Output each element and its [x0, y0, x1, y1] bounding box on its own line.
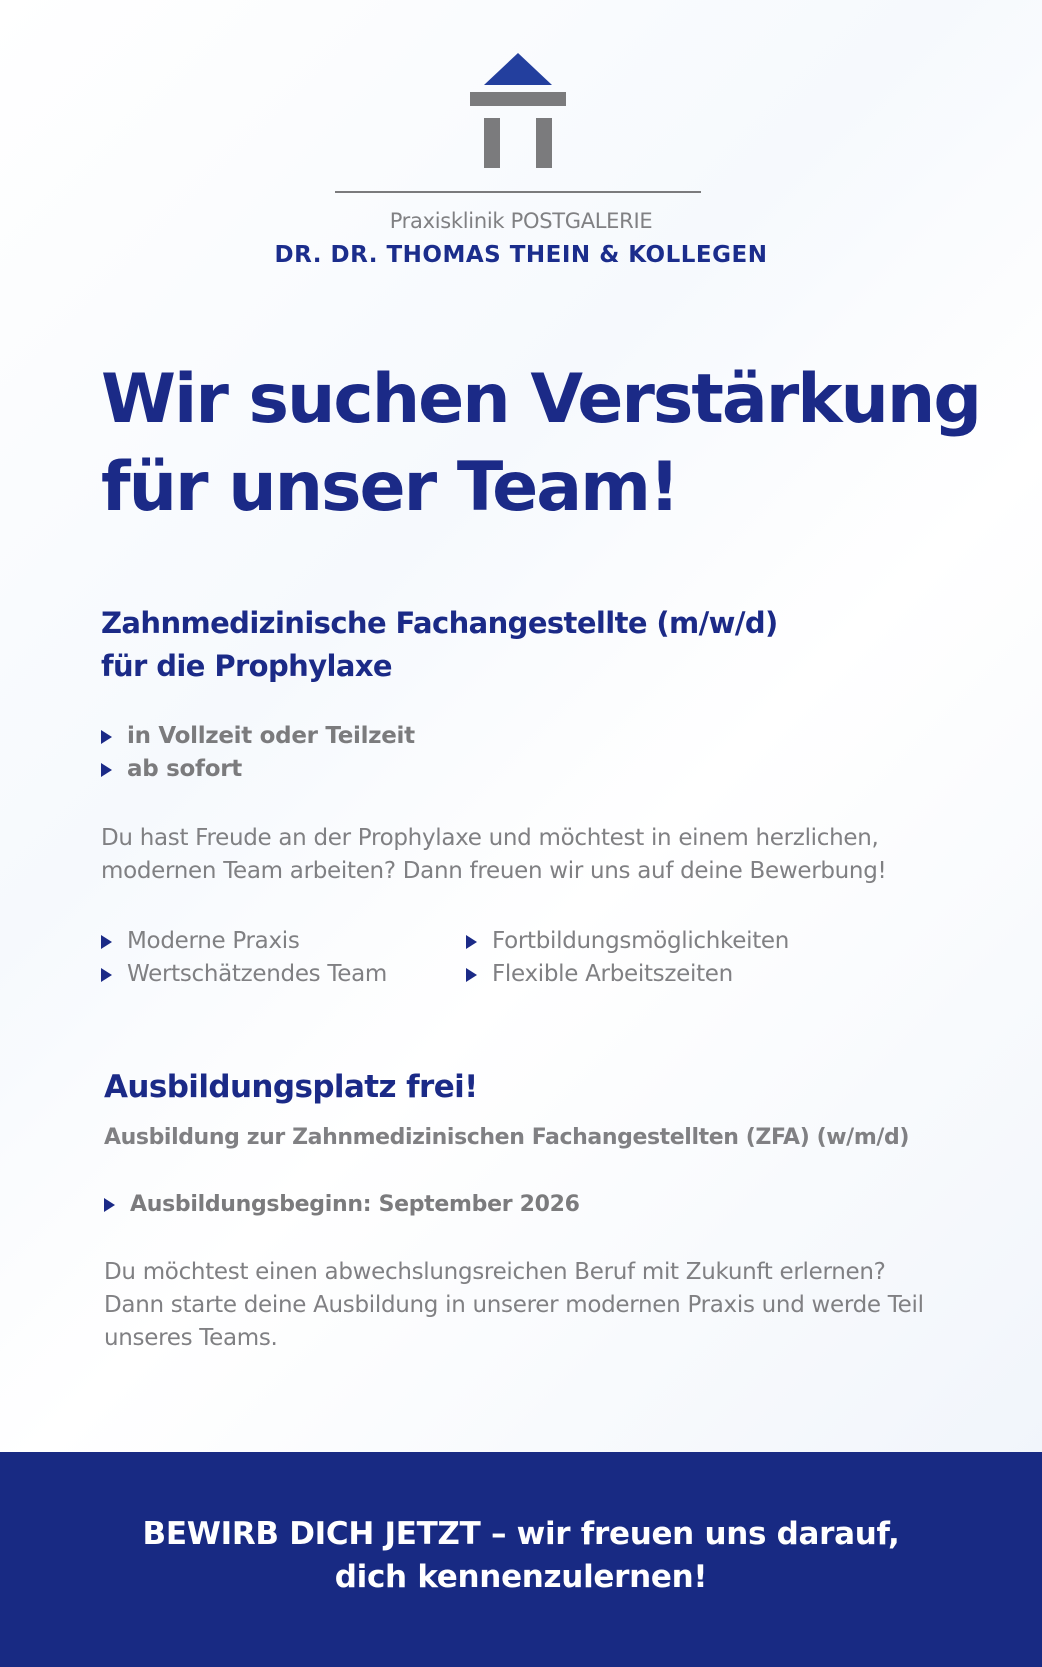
triangle-bullet-icon	[466, 935, 477, 949]
job-title	[101, 602, 1001, 688]
training-text-line-2: Dann starte deine Ausbildung in unserer modernen Praxis und werde Teil	[104, 1292, 924, 1318]
training-description	[104, 1256, 964, 1355]
training-text-line-1: Du möchtest einen abwechslungsreichen Beruf mit Zukunft erlernen?	[104, 1259, 886, 1285]
list-item	[101, 925, 387, 958]
list-item	[101, 720, 415, 753]
list-item-label: Flexible Arbeitszeiten	[492, 961, 733, 987]
job-intro-text	[101, 822, 961, 888]
job-title-line-2: für die Prophylaxe	[101, 649, 392, 683]
triangle-bullet-icon	[101, 730, 112, 744]
list-item-label: in Vollzeit oder Teilzeit	[127, 723, 415, 749]
list-item-label: Moderne Praxis	[127, 928, 300, 954]
list-item-label: Wertschätzendes Team	[127, 961, 387, 987]
building-columns-icon	[470, 52, 566, 168]
list-item	[466, 958, 789, 991]
job-conditions-list	[101, 720, 415, 786]
page-headline	[101, 356, 1001, 532]
training-heading: Ausbildungsplatz frei!	[104, 1069, 478, 1105]
list-item-label: ab sofort	[127, 756, 242, 782]
practice-logo	[0, 0, 1042, 290]
cta-line-1: BEWIRB DICH JETZT – wir freuen uns darauf,	[142, 1516, 900, 1552]
job-intro-line-1: Du hast Freude an der Prophylaxe und möchtest in einem herzlichen,	[101, 825, 879, 851]
triangle-bullet-icon	[101, 968, 112, 982]
triangle-bullet-icon	[466, 968, 477, 982]
list-item	[101, 753, 415, 786]
triangle-bullet-icon	[101, 935, 112, 949]
list-item	[466, 925, 789, 958]
job-intro-line-2: modernen Team arbeiten? Dann freuen wir uns auf deine Bewerbung!	[101, 858, 887, 884]
triangle-bullet-icon	[104, 1198, 115, 1212]
list-item-label: Fortbildungsmöglichkeiten	[492, 928, 790, 954]
list-item-label: Ausbildungsbeginn: September 2026	[130, 1192, 580, 1217]
benefits-list-right	[466, 925, 789, 991]
cta-line-2: dich kennenzulernen!	[334, 1559, 708, 1595]
triangle-bullet-icon	[101, 763, 112, 777]
training-start-list	[104, 1188, 580, 1221]
headline-line-1: Wir suchen Verstärkung	[101, 360, 981, 439]
clinic-name: Praxisklinik POSTGALERIE	[389, 209, 653, 233]
logo-divider	[335, 191, 701, 193]
doctors-name: DR. DR. THOMAS THEIN & KOLLEGEN	[274, 242, 768, 268]
training-subheading: Ausbildung zur Zahnmedizinischen Fachangestellten (ZFA) (w/m/d)	[104, 1125, 909, 1150]
job-title-line-1: Zahnmedizinische Fachangestellte (m/w/d)	[101, 606, 778, 640]
training-text-line-3: unseres Teams.	[104, 1325, 278, 1351]
list-item	[101, 958, 387, 991]
benefits-list-left	[101, 925, 387, 991]
list-item	[104, 1188, 580, 1221]
headline-line-2: für unser Team!	[101, 448, 679, 527]
